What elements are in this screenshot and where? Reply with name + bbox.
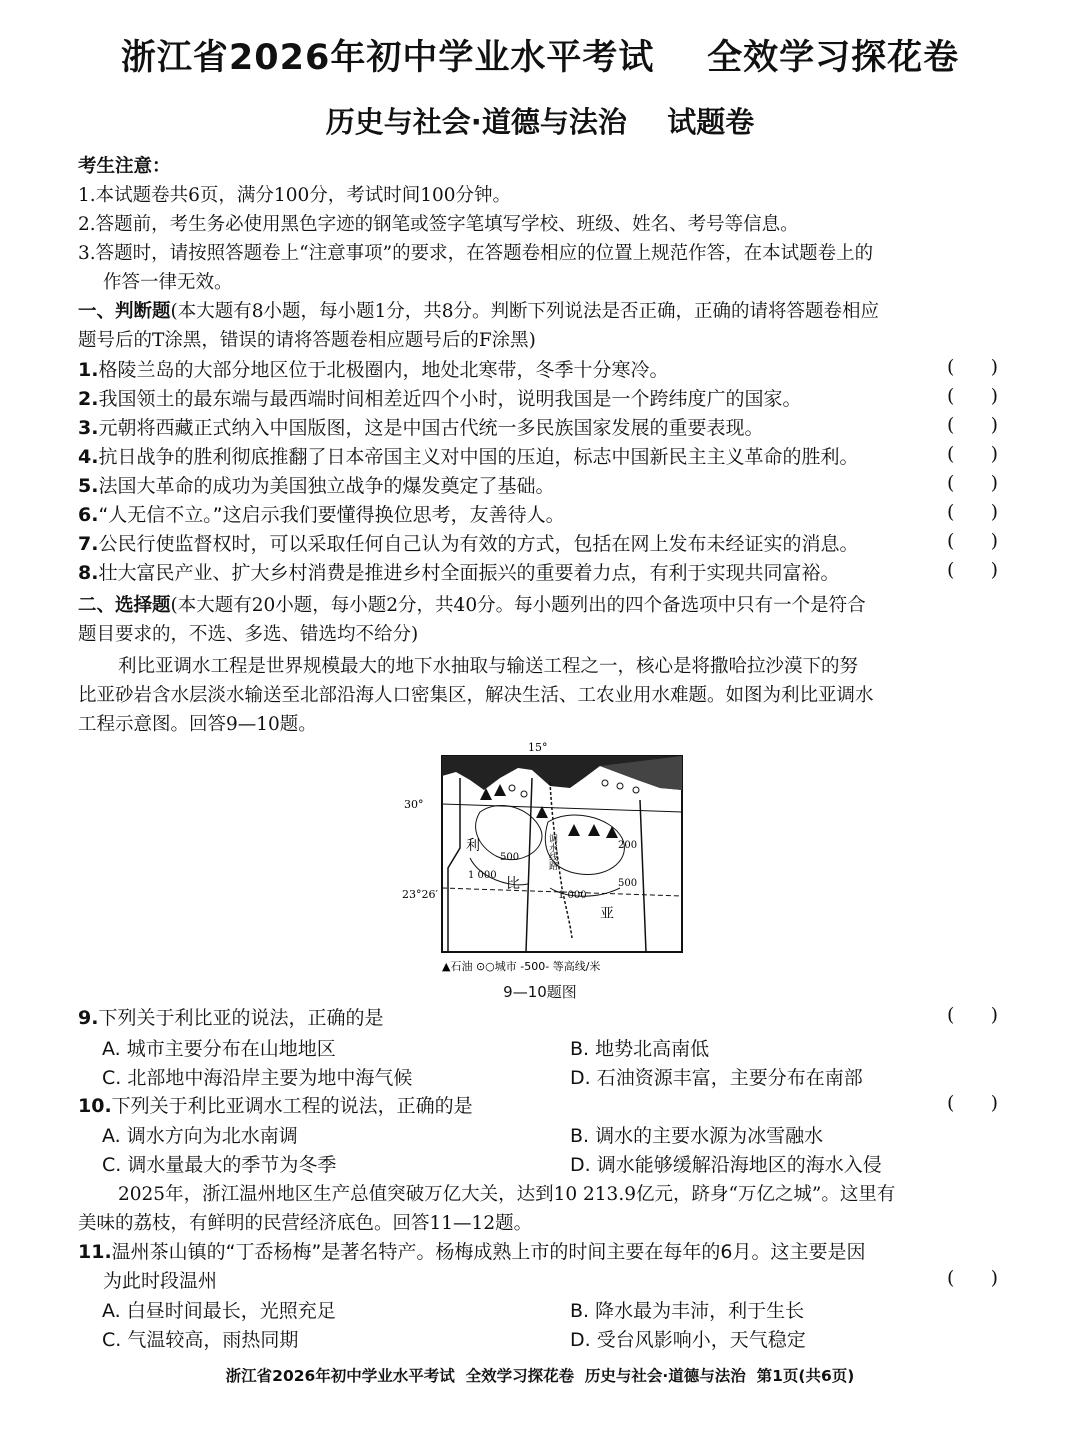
- answer-paren: ( ): [946, 385, 998, 407]
- answer-paren: ( ): [946, 1267, 998, 1289]
- judge-item: [78, 501, 1003, 530]
- city-marker: [602, 780, 608, 786]
- notice-item-2: 2.答题前，考生务必使用黑色字迹的钢笔或签字笔填写学校、班级、姓名、考号等信息。: [78, 214, 799, 235]
- option-c: C. 气温较高，雨热同期: [102, 1329, 299, 1351]
- country-char: 亚: [600, 906, 614, 922]
- option-d: D. 石油资源丰富，主要分布在南部: [570, 1067, 863, 1089]
- answer-paren: ( ): [946, 530, 998, 552]
- question-num: 11.: [78, 1241, 112, 1263]
- section1-desc: (本大题有8小题，每小题1分，共8分。判断下列说法是否正确，正确的请将答题卷相应: [170, 301, 880, 322]
- question-stem: 温州茶山镇的“丁岙杨梅”是著名特产。杨梅成熟上市的时间主要在每年的6月。这主要是因: [111, 1241, 866, 1263]
- answer-paren: ( ): [946, 443, 998, 465]
- contour-label: 200: [618, 840, 638, 851]
- contour-label: 500: [500, 852, 520, 863]
- judge-item: [78, 472, 1003, 501]
- notice-item-1: 1.本试题卷共6页，满分100分，考试时间100分钟。: [78, 185, 512, 206]
- lat-30-label: 30°: [404, 798, 424, 811]
- contour-label: 1 000: [558, 890, 587, 901]
- section2-heading: 二、选择题: [78, 595, 171, 616]
- judge-text: 格陵兰岛的大部分地区位于北极圈内，地处北寒带，冬季十分寒冷。: [98, 359, 669, 381]
- contour-line: [545, 815, 624, 874]
- passage-line: 利比亚调水工程是世界规模最大的地下水抽取与输送工程之一，核心是将撒哈拉沙漠下的努: [118, 656, 859, 677]
- tropic-label: 23°26′: [402, 888, 438, 901]
- question-11: [78, 1238, 1003, 1267]
- city-marker: [509, 785, 515, 791]
- libya-water-map: [400, 738, 700, 1000]
- judge-item: [78, 559, 1003, 588]
- contour-label: 1 000: [468, 870, 497, 881]
- option-c: C. 调水量最大的季节为冬季: [102, 1154, 337, 1176]
- judge-item: [78, 385, 1003, 414]
- map-caption: 9—10题图: [503, 983, 577, 1001]
- passage-line: 比亚砂岩含水层淡水输送至北部沿海人口密集区，解决生活、工农业用水难题。如图为利比亚调水: [78, 685, 874, 706]
- notice-item-3-cont: 作答一律无效。: [103, 272, 233, 293]
- lon-label: 15°: [528, 741, 548, 754]
- judge-item: [78, 356, 1003, 385]
- answer-paren: ( ): [946, 472, 998, 494]
- option-b: B. 降水最为丰沛，利于生长: [570, 1300, 805, 1322]
- judge-num: 7.: [78, 533, 99, 555]
- option-b: B. 调水的主要水源为冰雪融水: [570, 1125, 824, 1147]
- oil-marker: [606, 826, 618, 838]
- judge-text: “人无信不立。”这启示我们要懂得换位思考，友善待人。: [98, 504, 565, 526]
- passage-line: 2025年，浙江温州地区生产总值突破万亿大关，达到10 213.9亿元，跻身“万亿之城”。这里有: [118, 1184, 896, 1205]
- city-marker: [617, 783, 623, 789]
- judge-item: [78, 443, 1003, 472]
- page-footer: 浙江省2026年初中学业水平考试 全效学习探花卷 历史与社会·道德与法治 第1页(共6页): [225, 1367, 855, 1385]
- section2-desc: (本大题有20小题，每小题2分，共40分。每小题列出的四个备选项中只有一个是符合: [170, 595, 866, 616]
- option-c: C. 北部地中海沿岸主要为地中海气候: [102, 1067, 413, 1089]
- judge-num: 8.: [78, 562, 99, 584]
- answer-paren: ( ): [946, 559, 998, 581]
- judge-item: [78, 530, 1003, 559]
- option-a: A. 调水方向为北水南调: [102, 1125, 298, 1147]
- question-9: [78, 1004, 1003, 1033]
- section1-desc-cont: 题号后的T涂黑，错误的请将答题卷相应题号后的F涂黑): [78, 330, 536, 351]
- question-num: 10.: [78, 1095, 112, 1117]
- oil-marker: [588, 824, 600, 836]
- judge-item: [78, 414, 1003, 443]
- canal-label: 调水线路: [547, 834, 557, 870]
- exam-title: 浙江省2026年初中学业水平考试 全效学习探花卷: [120, 38, 960, 78]
- judge-num: 6.: [78, 504, 99, 526]
- judge-text: 法国大革命的成功为美国独立战争的爆发奠定了基础。: [98, 475, 555, 497]
- judge-num: 1.: [78, 359, 99, 381]
- question-stem: 下列关于利比亚调水工程的说法，正确的是: [111, 1095, 473, 1117]
- option-d: D. 受台风影响小，天气稳定: [570, 1329, 806, 1351]
- section2-desc-cont: 题目要求的，不选、多选、错选均不给分): [78, 624, 419, 645]
- oil-marker: [494, 784, 506, 796]
- exam-subtitle: 历史与社会·道德与法治 试题卷: [325, 105, 755, 139]
- city-marker: [521, 791, 527, 797]
- section1-heading: 一、判断题: [78, 301, 171, 322]
- section1-header: [78, 297, 1003, 326]
- judge-num: 4.: [78, 446, 99, 468]
- option-b: B. 地势北高南低: [570, 1038, 710, 1060]
- question-num: 9.: [78, 1007, 99, 1029]
- judge-text: 公民行使监督权时，可以采取任何自己认为有效的方式，包括在网上发布未经证实的消息。: [98, 533, 859, 555]
- judge-text: 我国领土的最东端与最西端时间相差近四个小时，说明我国是一个跨纬度广的国家。: [98, 388, 802, 410]
- judge-text: 元朝将西藏正式纳入中国版图，这是中国古代统一多民族国家发展的重要表现。: [98, 417, 764, 439]
- country-char: 比: [506, 876, 520, 892]
- judge-num: 2.: [78, 388, 99, 410]
- lat-30-line: [442, 804, 682, 812]
- answer-paren: ( ): [946, 1092, 998, 1114]
- judge-num: 5.: [78, 475, 99, 497]
- answer-paren: ( ): [946, 1004, 998, 1026]
- section2-header: [78, 591, 1003, 620]
- answer-paren: ( ): [946, 501, 998, 523]
- question-stem: 下列关于利比亚的说法，正确的是: [98, 1007, 384, 1029]
- contour-label: 500: [618, 878, 638, 889]
- option-d: D. 调水能够缓解沿海地区的海水入侵: [570, 1154, 882, 1176]
- question-10: [78, 1092, 1003, 1121]
- answer-paren: ( ): [946, 356, 998, 378]
- judge-text: 壮大富民产业、扩大乡村消费是推进乡村全面振兴的重要着力点，有利于实现共同富裕。: [98, 562, 840, 584]
- country-char: 利: [466, 838, 480, 854]
- notice-item-3: 3.答题时，请按照答题卷上“注意事项”的要求，在答题卷相应的位置上规范作答，在本试题卷上的: [78, 243, 874, 264]
- option-a: A. 白昼时间最长，光照充足: [102, 1300, 336, 1322]
- notice-heading: 考生注意：: [78, 156, 171, 177]
- passage-line: 工程示意图。回答9—10题。: [78, 714, 317, 735]
- oil-marker: [480, 788, 492, 800]
- passage-line: 美味的荔枝，有鲜明的民营经济底色。回答11—12题。: [78, 1213, 533, 1234]
- option-a: A. 城市主要分布在山地地区: [102, 1038, 336, 1060]
- judge-num: 3.: [78, 417, 99, 439]
- judge-text: 抗日战争的胜利彻底推翻了日本帝国主义对中国的压迫，标志中国新民主主义革命的胜利。: [98, 446, 859, 468]
- oil-marker: [568, 824, 580, 836]
- answer-paren: ( ): [946, 414, 998, 436]
- map-legend: ▲石油 ⊙○城市 -500- 等高线/米: [442, 960, 601, 973]
- question-stem-cont: 为此时段温州: [103, 1270, 218, 1292]
- city-marker: [633, 787, 639, 793]
